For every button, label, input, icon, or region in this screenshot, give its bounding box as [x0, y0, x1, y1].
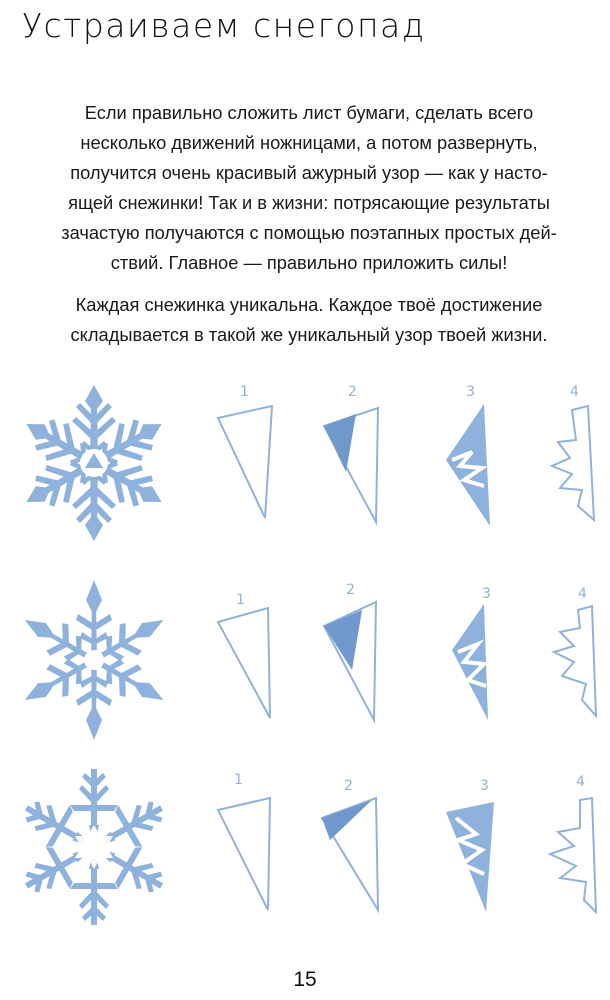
fold-step-1 — [218, 406, 272, 518]
text-line: ствий. Главное — правильно приложить силы! — [110, 252, 508, 273]
text-line: ящей снежинки! Так и в жизни: потрясающие результаты — [68, 192, 550, 213]
step-number: 4 — [570, 384, 579, 400]
text-line: получится очень красивый ажурный узор — как у насто- — [70, 162, 548, 183]
step-number: 3 — [480, 778, 489, 794]
row1-steps — [218, 384, 594, 526]
cut-area — [322, 800, 372, 840]
text-line: зачастую получаются с помощью поэтапных простых дей- — [61, 222, 557, 243]
step-number: 1 — [236, 592, 245, 608]
step-number: 4 — [578, 586, 587, 602]
step-number: 1 — [240, 384, 249, 400]
intro-paragraph — [20, 98, 598, 278]
step-number: 3 — [482, 586, 491, 602]
fold-step-4 — [550, 798, 596, 912]
page-title: Устраиваем снегопад — [22, 6, 426, 45]
snowflake-instructions-illustration — [0, 370, 610, 950]
snowflake-2 — [16, 580, 173, 740]
snowflake-3 — [14, 769, 173, 925]
snowflake-1 — [15, 385, 172, 541]
uniqueness-paragraph — [20, 290, 598, 350]
step-number: 1 — [234, 772, 243, 788]
text-line: Каждая снежинка уникальна. Каждое твоё достижение — [75, 294, 543, 315]
fold-step-4 — [552, 406, 594, 520]
fold-step-4 — [554, 606, 596, 716]
row3-steps — [218, 772, 596, 912]
step-number: 2 — [346, 582, 355, 598]
text-line: несколько движений ножницами, а потом развернуть, — [80, 132, 538, 153]
step-number: 2 — [348, 384, 357, 400]
step-number: 2 — [344, 778, 353, 794]
step-number: 4 — [576, 774, 585, 790]
text-line: складывается в такой же уникальный узор твоей жизни. — [70, 324, 548, 345]
cut-area — [324, 414, 356, 472]
page-number: 15 — [293, 968, 317, 991]
fold-step-1 — [218, 798, 270, 910]
text-line: Если правильно сложить лист бумаги, сделать всего — [84, 102, 534, 123]
step-number: 3 — [466, 384, 475, 400]
row2-steps — [218, 582, 596, 720]
fold-step-1 — [218, 608, 270, 718]
